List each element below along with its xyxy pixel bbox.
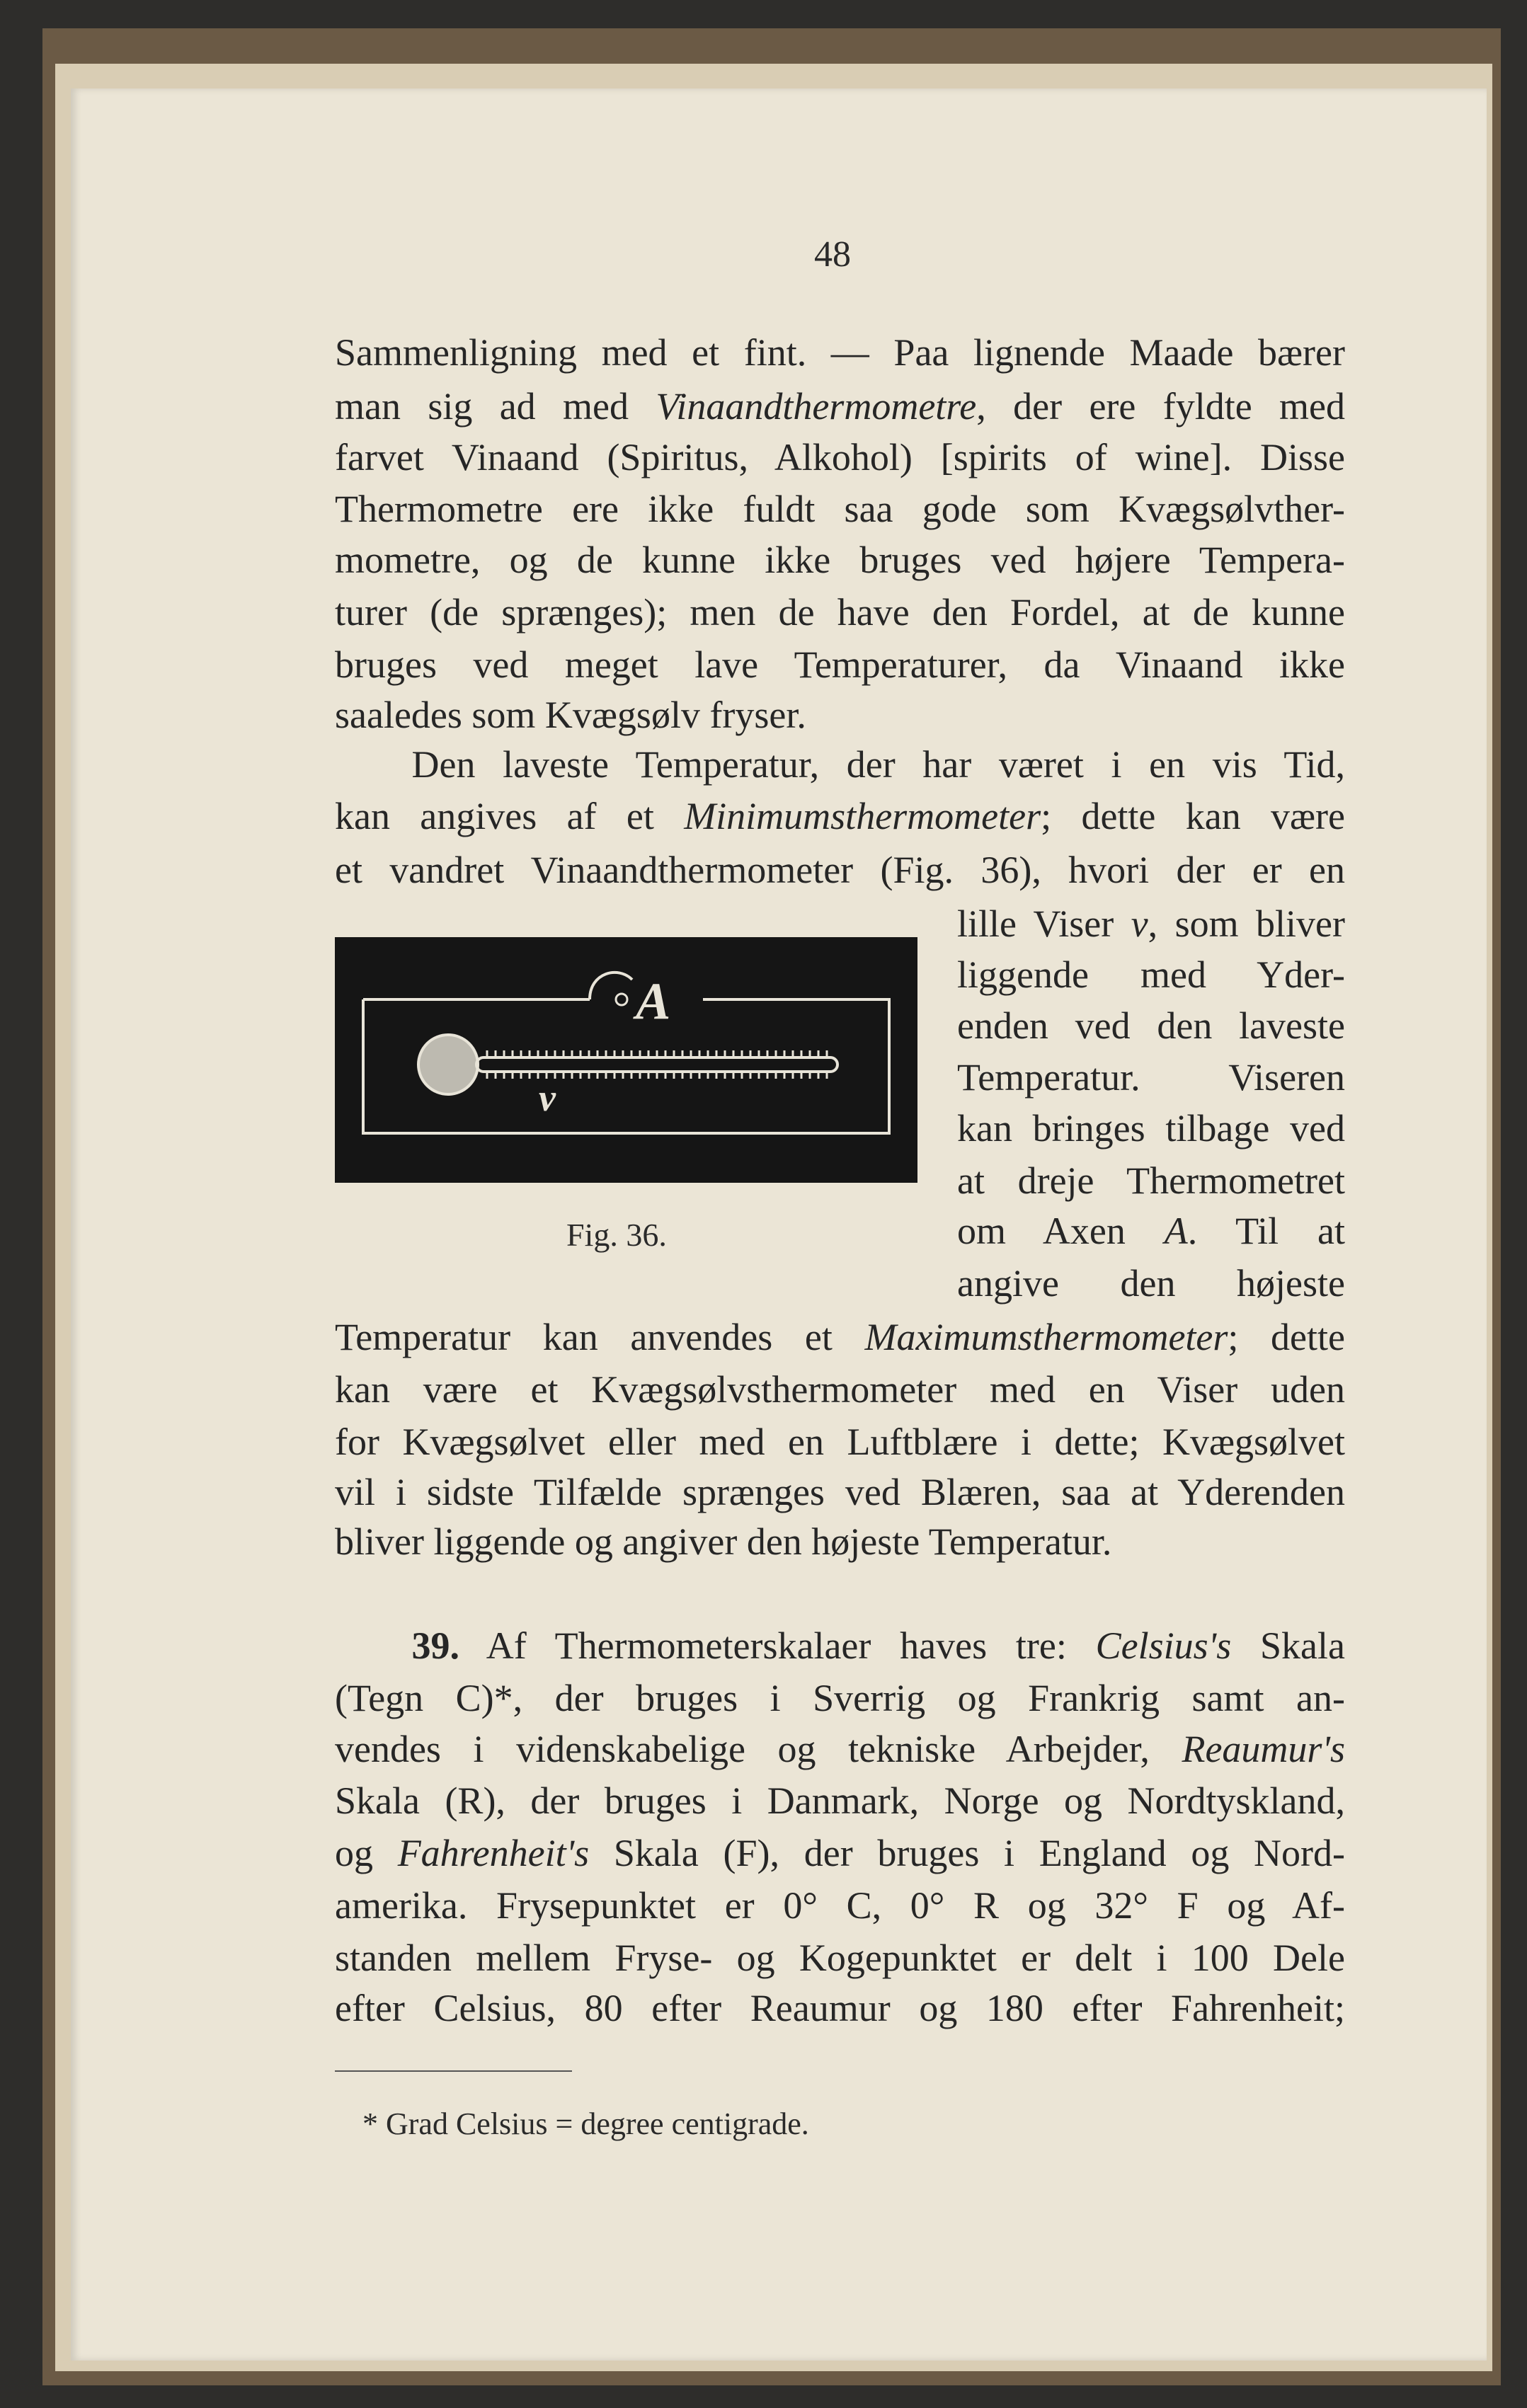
text-span: at dreje Thermometret bbox=[957, 1159, 1345, 1202]
text-line bbox=[335, 689, 1345, 741]
text-line bbox=[335, 534, 1345, 586]
text-span: vil i sidste Tilfælde sprænges ved Blæren, saa at Yderenden bbox=[335, 1471, 1345, 1514]
figure-36-minimum-thermometer bbox=[335, 937, 917, 1183]
text-span: Skala (R), der bruges i Danmark, Norge og Nordtyskland, bbox=[335, 1779, 1345, 1823]
text-line bbox=[335, 1723, 1345, 1775]
text-span: , der ere fyldte med bbox=[976, 385, 1345, 428]
text-span: kan være et Kvægsølvsthermometer med en Viser uden bbox=[335, 1368, 1345, 1411]
text-span: enden ved den laveste bbox=[957, 1004, 1345, 1047]
text-span: farvet Vinaand (Spiritus, Alkohol) [spirits of wine]. Disse bbox=[335, 435, 1345, 478]
footnote: * Grad Celsius = degree centigrade. bbox=[362, 2106, 809, 2141]
text-span: Den laveste Temperatur, der har været i en vis Tid, bbox=[411, 743, 1345, 786]
text-span: om Axen bbox=[957, 1210, 1165, 1253]
text-span: Af Thermometerskalaer haves tre: bbox=[459, 1624, 1096, 1668]
text-span: Thermometre ere ikke fuldt saa gode som Kvægsølvther- bbox=[335, 488, 1345, 531]
text-span: bruges ved meget lave Temperaturer, da Vinaand ikke bbox=[335, 643, 1345, 686]
text-line bbox=[957, 948, 1345, 1001]
text-span: turer (de sprænges); men de have den Fordel, at de kunne bbox=[335, 590, 1345, 633]
text-line bbox=[335, 844, 1345, 896]
text-line bbox=[335, 1775, 1345, 1827]
text-span: efter Celsius, 80 efter Reaumur og 180 efter Fahrenheit; bbox=[335, 1987, 1345, 2030]
text-line bbox=[335, 586, 1345, 638]
text-line bbox=[412, 738, 1346, 791]
text-line bbox=[335, 1982, 1345, 2034]
text-span: (Tegn C)*, der bruges i Sverrig og Frankrig samt an- bbox=[335, 1677, 1345, 1720]
italic-term: Reaumur's bbox=[1182, 1727, 1345, 1770]
italic-term: Minimumsthermometer bbox=[684, 795, 1041, 838]
text-span: ; dette bbox=[1228, 1316, 1345, 1359]
footnote-divider bbox=[335, 2070, 572, 2072]
text-line bbox=[335, 1515, 1345, 1568]
text-line bbox=[335, 1879, 1345, 1932]
text-span: et vandret Vinaandthermometer (Fig. 36), hvori der er en bbox=[335, 849, 1345, 892]
text-span: kan bringes tilbage ved bbox=[957, 1106, 1345, 1149]
italic-term: Vinaandthermometre bbox=[656, 385, 977, 428]
text-span: for Kvægsølvet eller med en Luftblære i dette; Kvægsølvet bbox=[335, 1420, 1345, 1463]
text-line bbox=[335, 1311, 1345, 1363]
text-span: . Til at bbox=[1187, 1210, 1345, 1253]
text-span: Temperatur. Viseren bbox=[957, 1056, 1345, 1099]
text-span: man sig ad med bbox=[335, 385, 656, 428]
text-line bbox=[957, 1257, 1345, 1309]
text-span: Sammenligning med et fint. — Paa lignende Maade bærer bbox=[335, 331, 1345, 374]
text-line bbox=[957, 898, 1345, 950]
figure-caption: Fig. 36. bbox=[566, 1217, 667, 1253]
text-span: Skala bbox=[1231, 1624, 1345, 1668]
text-line bbox=[335, 638, 1345, 691]
italic-term: Maximumsthermometer bbox=[864, 1316, 1228, 1359]
text-line bbox=[957, 999, 1345, 1052]
figure-label-a: A bbox=[636, 973, 671, 1031]
text-line bbox=[412, 1619, 1346, 1672]
text-line bbox=[335, 1363, 1345, 1416]
text-span: , som bliver bbox=[1148, 902, 1345, 946]
text-span: Temperatur kan anvendes et bbox=[335, 1316, 865, 1359]
italic-term: v bbox=[1131, 902, 1148, 946]
text-span: og bbox=[335, 1832, 398, 1875]
italic-term: Fahrenheit's bbox=[397, 1832, 590, 1875]
text-span: mometre, og de kunne ikke bruges ved højere Tempera- bbox=[335, 539, 1345, 582]
italic-term: A bbox=[1164, 1210, 1188, 1253]
text-line bbox=[957, 1154, 1345, 1207]
text-span: standen mellem Fryse- og Kogepunktet er delt i 100 Dele bbox=[335, 1936, 1345, 1979]
text-line bbox=[335, 483, 1345, 535]
text-span: Skala (F), der bruges i England og Nord- bbox=[589, 1832, 1345, 1875]
text-line bbox=[335, 431, 1345, 483]
text-span: ; dette kan være bbox=[1041, 795, 1346, 838]
text-span: liggende med Yder- bbox=[957, 953, 1345, 996]
text-line bbox=[335, 1416, 1345, 1468]
text-span: lille Viser bbox=[957, 902, 1131, 946]
text-line bbox=[335, 1672, 1345, 1724]
text-line bbox=[335, 380, 1345, 432]
text-line bbox=[957, 1205, 1345, 1257]
text-line bbox=[335, 1466, 1345, 1518]
text-line bbox=[335, 1827, 1345, 1879]
text-span: amerika. Frysepunktet er 0° C, 0° R og 32° F og Af- bbox=[335, 1884, 1345, 1927]
italic-term: Celsius's bbox=[1095, 1624, 1232, 1668]
section-number: 39. bbox=[411, 1624, 459, 1668]
text-span: saaledes som Kvægsølv fryser. bbox=[335, 694, 806, 737]
text-line bbox=[335, 326, 1345, 379]
text-line bbox=[335, 1932, 1345, 1984]
text-line bbox=[957, 1051, 1345, 1103]
text-line bbox=[957, 1102, 1345, 1154]
page-number: 48 bbox=[814, 234, 851, 275]
text-line bbox=[335, 790, 1345, 842]
text-span: angive den højeste bbox=[957, 1262, 1345, 1305]
text-span: bliver liggende og angiver den højeste Temperatur. bbox=[335, 1520, 1112, 1563]
text-span: kan angives af et bbox=[335, 795, 685, 838]
text-span: vendes i videnskabelige og tekniske Arbejder, bbox=[335, 1727, 1182, 1770]
figure-label-v: v bbox=[539, 1077, 556, 1119]
